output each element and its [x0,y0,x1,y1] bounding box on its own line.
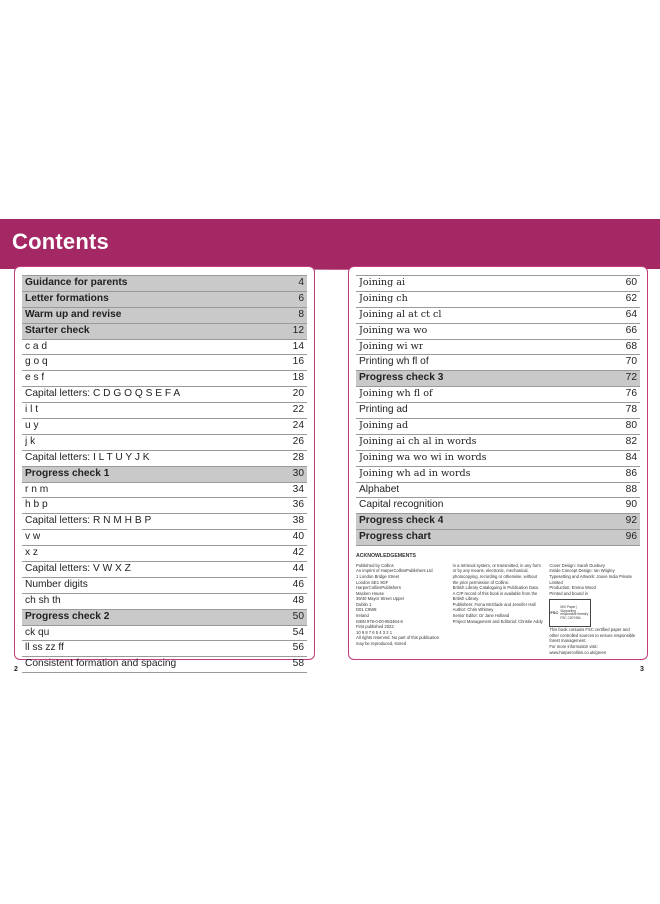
acknowledgement-line: British Library Cataloguing in Publication Data. [452,585,540,591]
toc-entry[interactable] [22,355,307,371]
toc-entry[interactable] [22,498,307,514]
toc-entry-page: 92 [625,515,637,527]
toc-entry-label: Guidance for parents [25,277,128,288]
toc-entry-page: 46 [292,578,304,590]
toc-entry[interactable] [356,514,640,530]
toc-entry-page: 80 [625,420,637,432]
acknowledgements-column-2 [453,563,544,656]
toc-entry-label: Joining wa wo [359,324,428,336]
toc-entry-page: 16 [292,356,304,368]
toc-entry-page: 62 [625,292,637,304]
acknowledgement-line: Production: Emma Wood [549,585,596,591]
toc-entry-page: 90 [625,499,637,511]
acknowledgements-title: ACKNOWLEDGEMENTS [356,553,416,560]
acknowledgements-column-3 [549,563,640,656]
toc-entry[interactable] [22,562,307,578]
toc-entry[interactable] [22,451,307,467]
toc-entry[interactable] [22,467,307,483]
toc-entry[interactable] [356,419,640,435]
toc-entry-label: r n m [25,483,49,495]
toc-entry-page: 54 [292,626,304,638]
toc-entry[interactable] [22,340,307,356]
toc-entry-label: Joining ch [359,292,408,304]
toc-entry[interactable] [356,308,640,324]
toc-entry-label: Number digits [25,578,88,590]
toc-entry[interactable] [356,498,640,514]
toc-entry[interactable] [22,403,307,419]
toc-entry-page: 88 [625,483,637,495]
toc-entry-page: 36 [292,499,304,511]
acknowledgement-line: Typesetting and Artwork: Jouve India Private Limited [549,573,632,585]
acknowledgement-line: Dublin 1 [356,601,372,607]
toc-entry-label: ck qu [25,626,50,638]
toc-entry[interactable] [356,387,640,403]
toc-entry-label: i l t [25,404,39,416]
acknowledgement-line: 39/40 Mayor Street Upper [356,596,405,602]
toc-entry-label: Joining al at ct cl [359,308,442,320]
acknowledgement-line: in a retrieval system, or transmitted, in any form or by any means, electronic, mechanical, photocopying, recording or otherwise, without the prior permission of Collins. [452,562,541,585]
toc-entry-label: ch sh th [25,594,61,606]
toc-entry[interactable] [22,546,307,562]
toc-entry-page: 28 [292,451,304,463]
toc-entry-page: 60 [625,277,637,288]
toc-entry-page: 70 [625,356,637,368]
toc-entry-page: 14 [292,340,304,352]
fsc-label [549,599,591,627]
toc-entry-label: Joining wh ad in words [359,467,471,479]
toc-entry-page: 8 [298,308,304,320]
acknowledgement-line: HarperCollinsPublishers [356,585,401,591]
toc-entry-label: Joining wi wr [359,340,424,352]
toc-entry[interactable] [22,657,307,673]
toc-entry-label: Progress check 2 [25,610,110,622]
toc-entry[interactable] [22,626,307,642]
toc-entry[interactable] [356,275,640,292]
toc-entry-label: Letter formations [25,292,109,304]
toc-entry-page: 96 [625,531,637,543]
toc-entry-label: Printing wh fl of [359,356,429,368]
toc-entry-label: Progress check 3 [359,372,444,384]
toc-entry[interactable] [22,641,307,657]
toc-entry-label: Capital letters: C D G O Q S E F A [25,388,181,400]
fsc-text: MIX Paper | Supporting responsible forestry FSC C007454 [560,604,589,621]
toc-entry-page: 20 [292,388,304,400]
toc-entry-label: Capital letters: V W X Z [25,563,131,575]
toc-entry-label: Capital letters: R N M H B P [25,515,152,527]
acknowledgement-line: An imprint of HarperCollinsPublishers Ltd [356,568,433,574]
acknowledgement-line: Inside Concept Design: Ian Wrigley [549,568,615,574]
toc-entry-page: 68 [625,340,637,352]
toc-entry[interactable] [356,451,640,467]
toc-entry-label: ll ss zz ff [25,642,64,654]
toc-entry-label: Joining ad [359,420,409,432]
acknowledgement-line: Author: Chris Whitney [452,607,494,613]
page-number-right: 3 [640,666,644,673]
toc-entry-page: 34 [292,483,304,495]
fsc-note: This book contains FSC certified paper and other controlled sources to ensure responsible forest management. [549,627,636,644]
toc-entry-page: 66 [625,324,637,336]
toc-entry-page: 76 [625,388,637,400]
toc-entry-label: g o q [25,356,48,368]
toc-entry[interactable] [22,530,307,546]
toc-entry-page: 22 [292,404,304,416]
toc-entry[interactable] [22,324,307,340]
toc-entry-label: Starter check [25,324,90,336]
toc-entry[interactable] [22,483,307,499]
page-title: Contents [12,229,109,254]
toc-entry-label: Joining wh fl of [359,388,433,400]
toc-entry[interactable] [356,371,640,387]
toc-entry-label: u y [25,420,39,432]
toc-entry-page: 12 [292,324,304,336]
toc-entry[interactable] [22,514,307,530]
acknowledgement-line: Publishers: Fiona McGlade and Jennifer Hall [452,601,536,607]
fsc-logo-icon: FSC [550,610,559,615]
toc-entry[interactable] [356,435,640,451]
toc-entry[interactable] [22,308,307,324]
toc-entry[interactable] [356,292,640,308]
toc-entry-page: 6 [298,292,304,304]
fsc-note-web: For more information visit: www.harpercollins.co.uk/green [549,644,607,655]
toc-entry[interactable] [22,435,307,451]
toc-entry-page: 86 [625,467,637,479]
contents-panel-right [348,266,648,660]
toc-entry-page: 64 [625,308,637,320]
toc-entry-label: Joining ai [359,277,406,288]
toc-entry[interactable] [22,610,307,626]
toc-entry[interactable] [22,371,307,387]
toc-entry-label: e s f [25,372,45,384]
acknowledgement-line: Ireland [356,613,369,619]
toc-entry-page: 38 [292,515,304,527]
toc-entry-label: Joining ai ch al in words [359,435,477,447]
toc-entry-page: 30 [292,467,304,479]
toc-entry-page: 84 [625,451,637,463]
acknowledgement-line: D01 C9W8 [356,607,377,613]
contents-panel-left [14,266,315,670]
toc-entry-label: Joining wa wo wi in words [359,451,487,463]
toc-entry-label: h b p [25,499,48,511]
toc-entry-label: Capital recognition [359,499,444,511]
toc-entry-label: Progress chart [359,531,431,543]
acknowledgement-line: Senior Editor: Dr Jane Holland [452,613,510,619]
toc-entry[interactable] [22,387,307,403]
acknowledgement-line: Project Management and Editorial: Christie Addy [452,618,543,624]
toc-entry[interactable] [22,578,307,594]
toc-entry-label: Consistent formation and spacing [25,658,177,670]
toc-entry[interactable] [22,419,307,435]
toc-entry-label: Printing ad [359,404,408,416]
toc-entry[interactable] [22,292,307,308]
toc-entry[interactable] [356,355,640,371]
toc-entry-page: 56 [292,642,304,654]
toc-entry-page: 40 [292,531,304,543]
toc-list-right [356,275,640,546]
toc-entry[interactable] [356,483,640,499]
toc-entry[interactable] [356,403,640,419]
acknowledgement-line: All rights reserved. No part of this publication may be reproduced, stored [356,635,440,647]
toc-entry[interactable] [356,530,640,546]
acknowledgement-line: Printed and bound in [549,590,588,596]
toc-entry[interactable] [356,324,640,340]
toc-list-left [22,275,307,673]
toc-entry-page: 42 [292,547,304,559]
acknowledgements-column-1 [356,563,447,656]
acknowledgement-line: Cover Design: Sarah Duxbury [549,562,605,568]
toc-entry[interactable] [22,275,307,292]
toc-entry-page: 48 [292,594,304,606]
page-number-left: 2 [14,666,18,673]
toc-entry-page: 44 [292,563,304,575]
toc-entry-label: Progress check 1 [25,467,110,479]
toc-entry-label: Warm up and revise [25,308,122,320]
toc-entry-page: 18 [292,372,304,384]
toc-entry[interactable] [22,594,307,610]
acknowledgements [356,554,640,655]
toc-entry-page: 26 [292,435,304,447]
toc-entry-label: j k [25,435,36,447]
toc-entry-page: 24 [292,420,304,432]
toc-entry-page: 58 [292,658,304,670]
toc-entry-label: Alphabet [359,483,400,495]
toc-entry-label: c a d [25,340,48,352]
acknowledgement-line: ISBN 978-0-00-853464-6 [356,618,403,624]
toc-entry-page: 72 [625,372,637,384]
toc-entry-label: x z [25,547,39,559]
acknowledgement-line: 10 9 8 7 6 5 4 3 2 1 [356,629,393,635]
toc-entry-label: v w [25,531,41,543]
toc-entry-page: 78 [625,404,637,416]
toc-entry-label: Progress check 4 [359,515,444,527]
acknowledgement-line: 1 London Bridge Street [356,573,400,579]
toc-entry-page: 50 [292,610,304,622]
toc-entry[interactable] [356,340,640,356]
acknowledgement-line: Macken House [356,590,384,596]
toc-entry-page: 4 [298,277,304,288]
acknowledgement-line: London SE1 9GF [356,579,389,585]
toc-entry-page: 82 [625,435,637,447]
acknowledgement-line: First published 2022 [356,624,394,630]
toc-entry-label: Capital letters: I L T U Y J K [25,451,150,463]
toc-entry[interactable] [356,467,640,483]
acknowledgement-line: A CIP record of this book is available from the British Library. [452,590,538,602]
acknowledgement-line: Published by Collins [356,562,394,568]
